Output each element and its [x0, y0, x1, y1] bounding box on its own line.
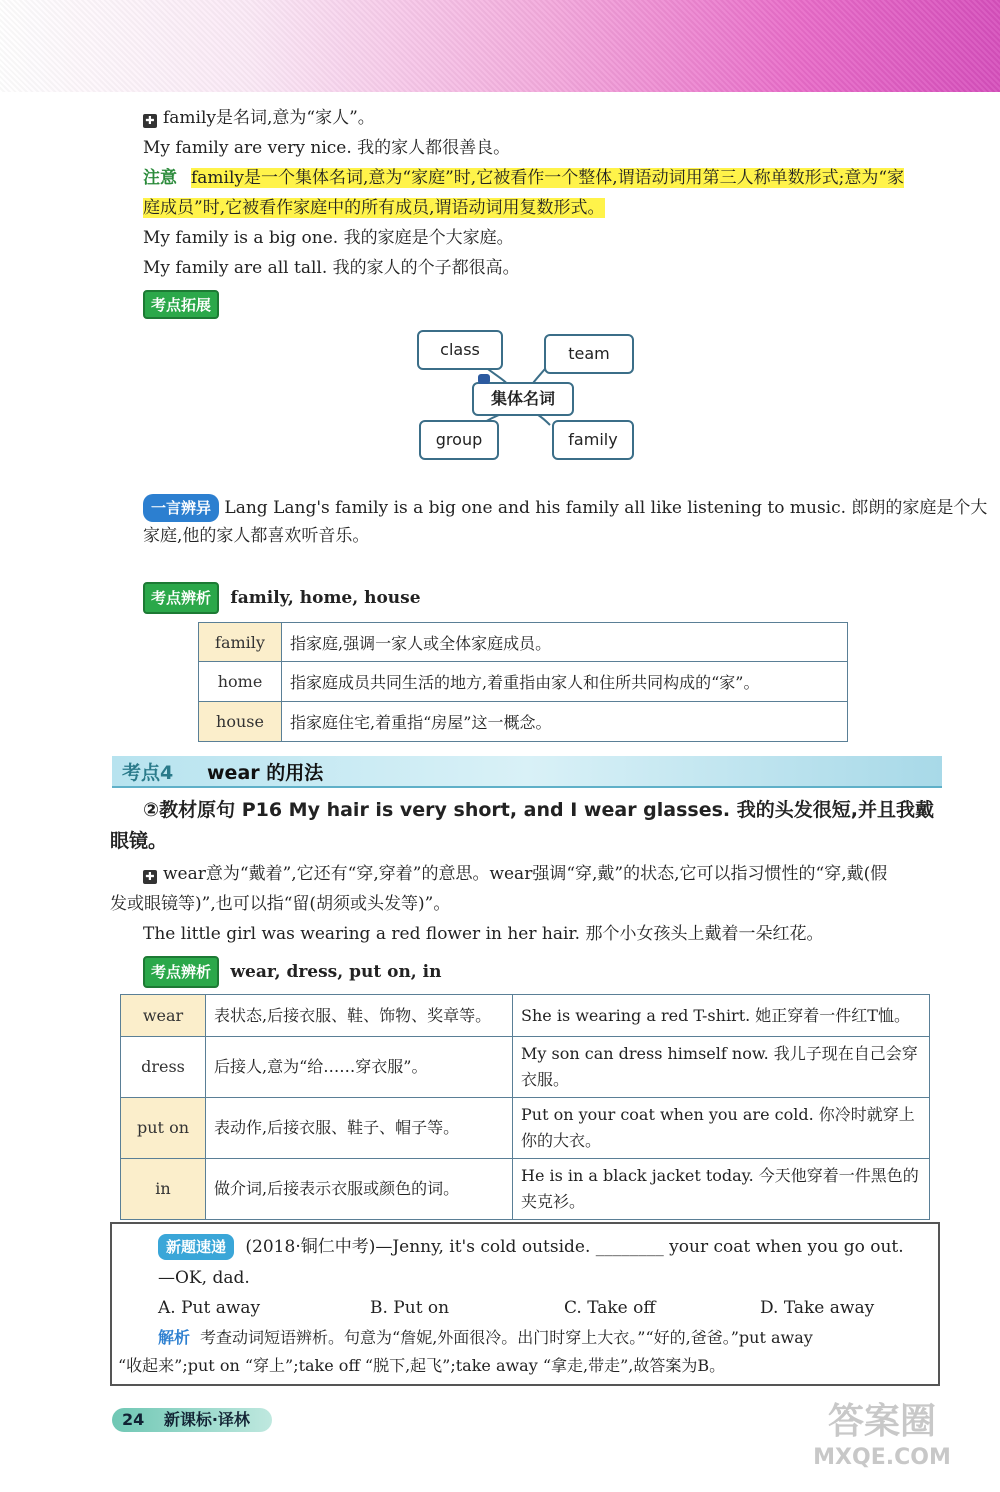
- expand-tag: 考点拓展: [143, 290, 219, 319]
- watermark: 答案圈 MXQE.COM: [813, 1401, 951, 1470]
- quiz-analysis-1: 解析 考查动词短语辨析。句意为“詹妮,外面很冷。出门时穿上大衣。”“好的,爸爸。”put away: [158, 1328, 813, 1347]
- quiz-question: 新题速递 (2018·铜仁中考)—Jenny, it's cold outside. ________ your coat when you go out.: [158, 1234, 904, 1260]
- intro-line-3: My family is a big one. 我的家庭是个大家庭。: [143, 228, 514, 248]
- table-row: in 做介词,后接表示衣服或颜色的词。 He is in a black jacket today. 今天他穿着一件黑色的夹克衫。: [121, 1159, 930, 1220]
- book-title: 新课标·译林: [163, 1410, 250, 1429]
- distinguish-line-1: 一言辨异 Lang Lang's family is a big one and his family all like listening to music. 郎朗的家庭是个大: [143, 494, 987, 522]
- intro-line-2: My family are very nice. 我的家人都很善良。: [143, 138, 511, 158]
- note-line-1: 注意 family是一个集体名词,意为“家庭”时,它被看作一个整体,谓语动词用第三人称单数形式;意为“家: [143, 168, 905, 188]
- original-sentence-2: 眼镜。: [110, 830, 168, 852]
- intro-line-1: ✚ family是名词,意为“家人”。: [143, 106, 375, 130]
- analysis2-table: [120, 994, 930, 1220]
- section4-desc-1: ✚ wear意为“戴着”,它还有“穿,穿着”的意思。wear强调“穿,戴”的状态,它可以指习惯性的“穿,戴(假: [143, 862, 887, 886]
- original-sentence-1: ②教材原句 P16 My hair is very short, and I wear glasses. 我的头发很短,并且我戴: [143, 799, 934, 821]
- quiz-answer-line: —OK, dad.: [158, 1268, 250, 1288]
- section4-desc-2: 发或眼镜等)”,也可以指“留(胡须或头发等)”。: [110, 894, 451, 914]
- section4-example: The little girl was wearing a red flower in her hair. 那个小女孩头上戴着一朵红花。: [143, 924, 824, 944]
- quiz-option-a: A. Put away: [158, 1298, 261, 1318]
- mindmap-center: 集体名词: [472, 382, 574, 416]
- table-row: home 指家庭成员共同生活的地方,着重指由家人和住所共同构成的“家”。: [199, 662, 848, 702]
- analysis2-heading: 考点辨析 wear, dress, put on, in: [143, 956, 441, 988]
- table-row: family 指家庭,强调一家人或全体家庭成员。: [199, 623, 848, 662]
- quiz-box: [110, 1222, 940, 1386]
- chat-icon: [478, 374, 490, 384]
- table-row: house 指家庭住宅,着重指“房屋”这一概念。: [199, 702, 848, 742]
- quiz-option-b: B. Put on: [370, 1298, 450, 1318]
- header-band: [0, 0, 1000, 92]
- mindmap-node-group: group: [419, 420, 499, 460]
- table-row: wear 表状态,后接衣服、鞋、饰物、奖章等。 She is wearing a red T-shirt. 她正穿着一件红T恤。: [121, 995, 930, 1037]
- table-row: put on 表动作,后接衣服、鞋子、帽子等。 Put on your coat when you are cold. 你冷时就穿上你的大衣。: [121, 1098, 930, 1159]
- page-footer: [112, 1408, 272, 1432]
- analysis1-heading: 考点辨析 family, home, house: [143, 582, 421, 614]
- bullet-icon: ✚: [143, 114, 157, 128]
- quiz-option-d: D. Take away: [760, 1298, 875, 1318]
- intro-line-4: My family are all tall. 我的家人的个子都很高。: [143, 258, 520, 278]
- bullet-icon: ✚: [143, 870, 157, 884]
- mindmap-node-team: team: [544, 334, 634, 374]
- section-4-bar: 考点4 wear 的用法: [112, 756, 942, 788]
- note-line-2: 庭成员”时,它被看作家庭中的所有成员,谓语动词用复数形式。: [143, 198, 605, 218]
- distinguish-line-2: 家庭,他的家人都喜欢听音乐。: [143, 526, 370, 546]
- table-row: dress 后接人,意为“给……穿衣服”。 My son can dress himself now. 我儿子现在自己会穿衣服。: [121, 1037, 930, 1098]
- analysis1-table: [198, 622, 848, 742]
- page-number: 24: [122, 1410, 145, 1429]
- mindmap-node-family: family: [552, 420, 634, 460]
- quiz-analysis-2: “收起来”;put on “穿上”;take off “脱下,起飞”;take away “拿走,带走”,故答案为B。: [118, 1356, 726, 1375]
- mindmap-node-class: class: [417, 330, 503, 370]
- quiz-option-c: C. Take off: [564, 1298, 656, 1318]
